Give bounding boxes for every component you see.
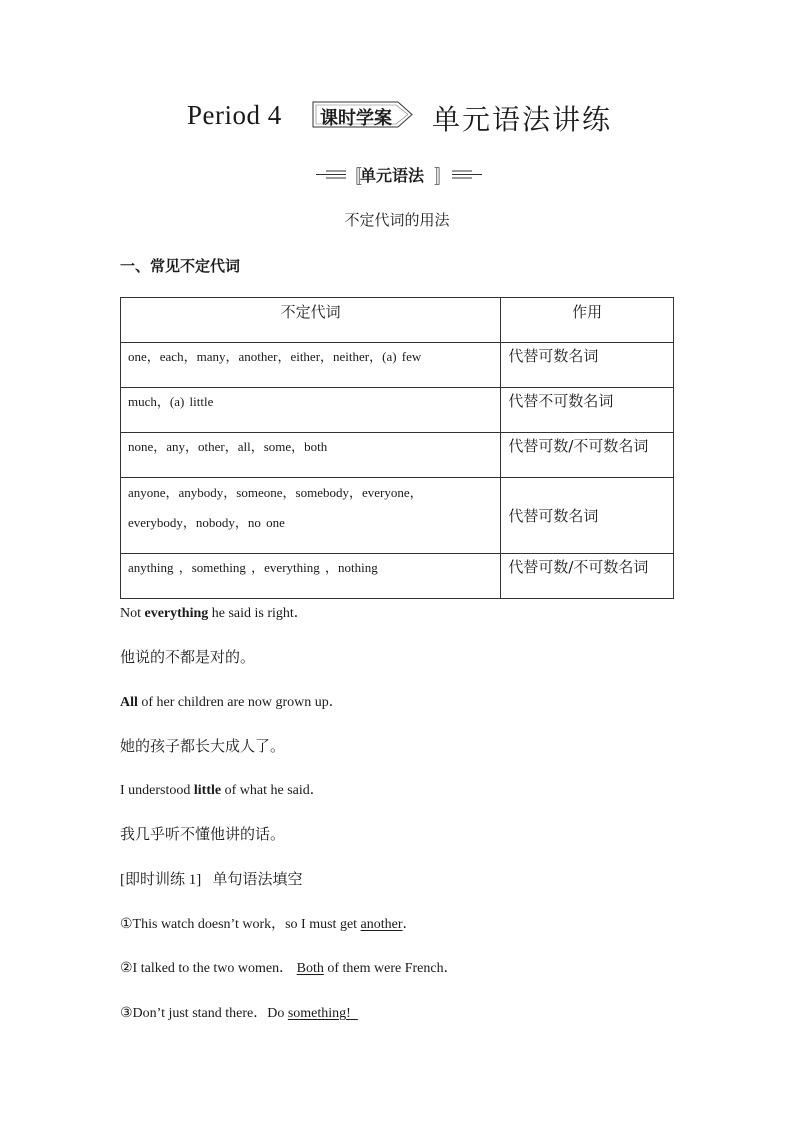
- right-rule-icon: [452, 169, 482, 180]
- badge-label: 课时学案: [320, 108, 392, 129]
- table-cell-use: 代替可数/不可数名词: [501, 554, 674, 599]
- table-cell-use: 代替可数/不可数名词: [501, 433, 674, 478]
- table-cell-words: [121, 478, 501, 554]
- heading-1: 一、常见不定代词: [120, 257, 241, 275]
- exercise-title: 单句语法填空: [212, 870, 303, 888]
- example-keyword: All: [120, 695, 138, 710]
- example-sentence: [120, 691, 343, 711]
- exercise-text: ①This watch doesn’t work，so I must get: [120, 917, 361, 932]
- exercise-text: of them were French．: [323, 961, 458, 976]
- example-sentence: [120, 602, 308, 622]
- example-keyword: little: [193, 783, 222, 798]
- exercise-heading: [120, 868, 303, 889]
- table-cell-use: 代替不可数名词: [501, 388, 674, 433]
- exercise-label: [即时训练 1]: [120, 872, 202, 888]
- left-rule-icon: [316, 169, 346, 180]
- table-row: [121, 554, 674, 599]
- table-cell-line: everybody，nobody，no one: [128, 515, 285, 530]
- table-header-cell: 作用: [501, 298, 674, 343]
- exercise-answer: Both: [296, 961, 324, 976]
- example-translation: 我几乎听不懂他讲的话。: [120, 825, 286, 843]
- table-row: [121, 388, 674, 433]
- table-cell-line: anyone，anybody，someone，somebody，everyone，: [128, 485, 423, 500]
- table-cell-use: 代替可数名词: [501, 478, 674, 554]
- right-bracket-icon: 〛: [434, 167, 452, 188]
- exercise-answer: another: [360, 917, 403, 932]
- example-translation: 她的孩子都长大成人了。: [120, 737, 286, 755]
- table-cell-words: none，any，other，all，some，both: [121, 433, 501, 478]
- table-header-cell: 不定代词: [121, 298, 501, 343]
- table-row: [121, 343, 674, 388]
- example-keyword: everything: [144, 606, 209, 621]
- period-label: Period 4: [187, 100, 282, 130]
- exercise-item: [120, 1002, 358, 1022]
- section-subtitle: 不定代词的用法: [344, 211, 450, 229]
- table-cell-words: much，(a) little: [121, 388, 501, 433]
- table-row: [121, 478, 674, 554]
- answer-blank-tail: [351, 1006, 358, 1021]
- table-header-row: [121, 298, 674, 343]
- example-text: he said is right．: [208, 606, 308, 621]
- left-bracket-icon: 〚: [344, 167, 362, 188]
- exercise-text: ．: [402, 917, 417, 932]
- example-text: Not: [120, 606, 145, 621]
- exercise-text: ③Don’t just stand there．Do: [120, 1006, 288, 1021]
- example-text: I understood: [120, 783, 194, 798]
- example-text: of her children are now grown up．: [137, 695, 343, 710]
- example-text: of what he said．: [221, 783, 324, 798]
- exercise-item: [120, 913, 417, 933]
- section-label: 单元语法: [360, 166, 425, 185]
- exercise-text: ②I talked to the two women．: [120, 961, 294, 976]
- pronoun-table: [120, 297, 674, 599]
- page-title: 单元语法讲练: [432, 103, 613, 136]
- example-sentence: [120, 779, 324, 799]
- table-cell-words: one，each，many，another，either，neither，(a) few: [121, 343, 501, 388]
- table-cell-use: 代替可数名词: [501, 343, 674, 388]
- example-translation: 他说的不都是对的。: [120, 648, 256, 666]
- exercise-item: [120, 957, 458, 977]
- section-header: [0, 163, 794, 187]
- table-cell-words: anything ，something ，everything ，nothing: [121, 554, 501, 599]
- exercise-answer: something!: [287, 1006, 351, 1021]
- page-title-row: [0, 96, 794, 136]
- table-row: [121, 433, 674, 478]
